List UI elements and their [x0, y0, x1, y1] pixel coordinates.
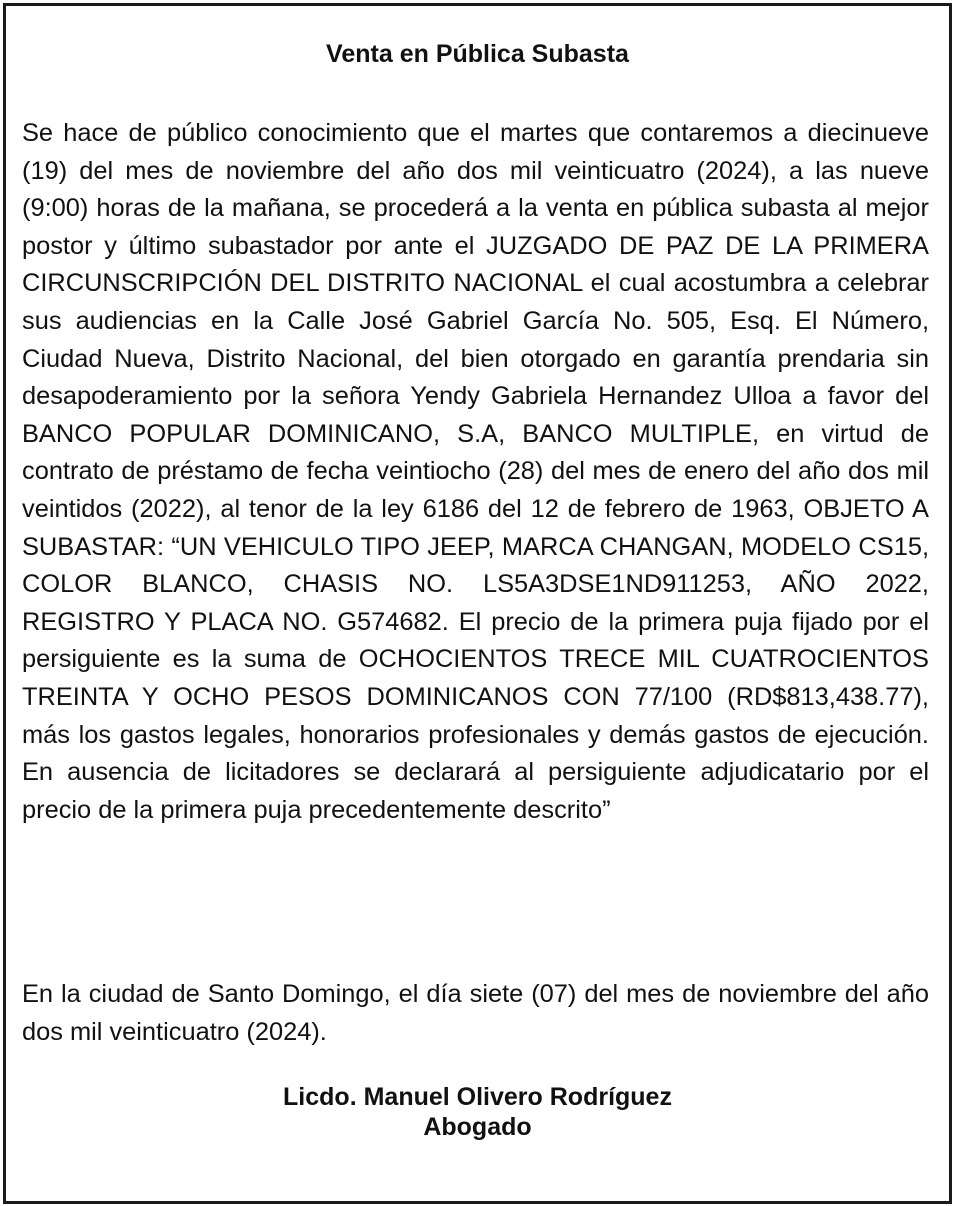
notice-closing-paragraph: En la ciudad de Santo Domingo, el día siete (07) del mes de noviembre del año dos mil veinticuatro (2024).: [22, 980, 929, 1046]
signature-name: Licdo. Manuel Olivero Rodríguez: [283, 1083, 672, 1111]
signature-block: [6, 1082, 949, 1142]
signature-role: Abogado: [423, 1113, 532, 1141]
notice-title: Venta en Pública Subasta: [326, 40, 629, 68]
notice-body-paragraph: Se hace de público conocimiento que el martes que contaremos a diecinueve (19) del mes de noviembre del año dos mil veinticuatro (2024), a las nueve (9:00) horas de la mañana, se procederá a la venta en pública subasta al mejor postor y último subastador por ante el JUZGADO DE PAZ DE LA PRIMERA CIRCUNSCRIPCIÓN DEL DISTRITO NACIONAL el cual acostumbra a celebrar sus audiencias en la Calle José Gabriel García No. 505, Esq. El Número, Ciudad Nueva, Distrito Nacional, del bien otorgado en garantía prendaria sin desapoderamiento por la señora Yendy Gabriela Hernandez Ulloa a favor del BANCO POPULAR DOMINICANO, S.A, BANCO MULTIPLE, en virtud de contrato de préstamo de fecha veintiocho (28) del mes de enero del año dos mil veintidos (2022), al tenor de la ley 6186 del 12 de febrero de 1963, OBJETO A SUBASTAR: “UN VEHICULO TIPO JEEP, MARCA CHANGAN, MODELO CS15, COLOR BLANCO, CHASIS NO. LS5A3DSE1ND911253, AÑO 2022, REGISTRO Y PLACA NO. G574682. El precio de la primera puja fijado por el persiguiente es la suma de OCHOCIENTOS TRECE MIL CUATROCIENTOS TREINTA Y OCHO PESOS DOMINICANOS CON 77/100 (RD$813,438.77), más los gastos legales, honorarios profesionales y demás gastos de ejecución. En ausencia de licitadores se declarará al persiguiente adjudicatario por el precio de la primera puja precedentemente descrito”: [22, 119, 929, 824]
notice-frame: [3, 3, 952, 1204]
